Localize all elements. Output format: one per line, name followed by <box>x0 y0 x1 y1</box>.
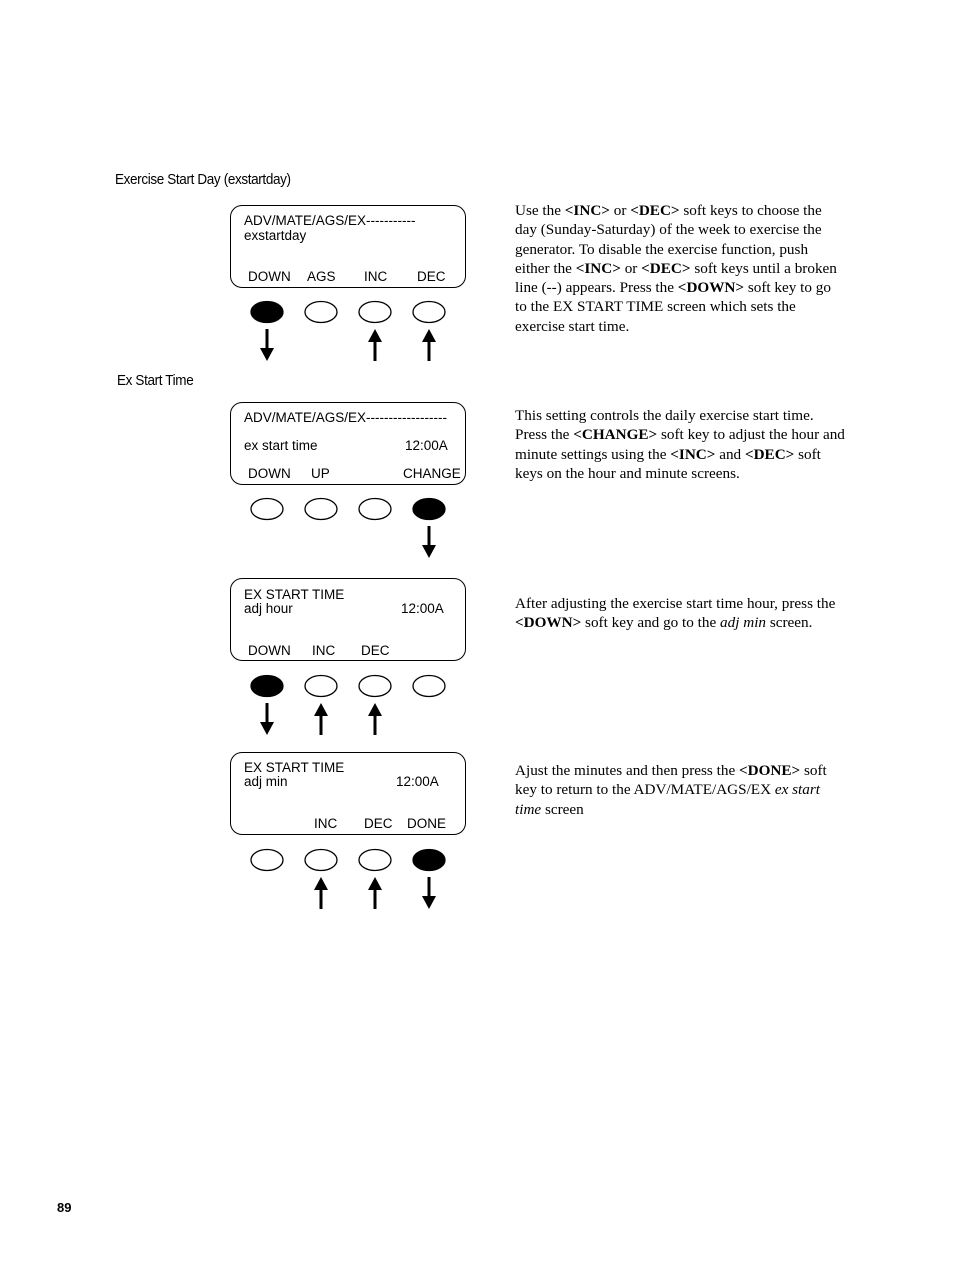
down-arrow-head <box>260 722 274 735</box>
lcd-value: 12:00A <box>405 438 448 453</box>
softkey-label-2: INC <box>314 816 338 831</box>
lcd-line-1: EX START TIME <box>244 760 345 775</box>
softkey-label-1: DOWN <box>248 466 291 481</box>
description-ex-start-time: This setting controls the daily exercise start time. Press the <CHANGE> soft key to adjust the hour and minute settings using the <INC> and <DEC> soft keys on the hour and minute screens. <box>515 407 845 482</box>
softkey-label-3: DEC <box>364 816 393 831</box>
lcd-line-1: ADV/MATE/AGS/EX------------------ <box>244 410 447 425</box>
softkey-button <box>251 850 283 871</box>
softkey-label-1: DOWN <box>248 643 291 658</box>
lcd-line-1: EX START TIME <box>244 587 345 602</box>
softkey-button <box>359 676 391 697</box>
softkey-button <box>359 302 391 323</box>
softkey-label-3: INC <box>364 269 388 284</box>
section-heading-exercise-start-day: Exercise Start Day (exstartday) <box>115 171 291 188</box>
softkey-label-4: DONE <box>407 816 447 831</box>
lcd-line-2: adj hour <box>244 601 293 616</box>
softkey-label-4: CHANGE <box>403 466 461 481</box>
softkey-button <box>251 499 283 520</box>
description-adj-hour: After adjusting the exercise start time hour, press the <DOWN> soft key and go to the adj min screen. <box>515 595 836 632</box>
softkey-button <box>359 499 391 520</box>
description-adj-min: Ajust the minutes and then press the <DONE> soft key to return to the ADV/MATE/AGS/EX ex start time screen <box>515 762 827 818</box>
softkey-label-4: DEC <box>417 269 446 284</box>
lcd-line-1: ADV/MATE/AGS/EX----------- <box>244 213 416 228</box>
softkey-button <box>305 676 337 697</box>
section-heading-ex-start-time: Ex Start Time <box>117 372 194 389</box>
description-exercise-start-day: Use the <INC> or <DEC> soft keys to choose the day (Sunday-Saturday) of the week to exercise the generator. To disable the exercise function, push either the <INC> or <DEC> soft keys until a broken line (--) appears. Press the <DOWN> soft key to go to the EX START TIME screen which sets the exercise start time. <box>515 202 837 335</box>
lcd-value: 12:00A <box>396 774 439 789</box>
lcd-value: 12:00A <box>401 601 444 616</box>
softkey-button <box>305 850 337 871</box>
softkey-button-pressed <box>251 676 283 697</box>
softkey-label-2: AGS <box>307 269 336 284</box>
down-arrow-head <box>260 348 274 361</box>
page-number: 89 <box>57 1200 72 1215</box>
softkey-button <box>305 499 337 520</box>
down-arrow-head <box>422 545 436 558</box>
softkey-label-1: DOWN <box>248 269 291 284</box>
softkey-button <box>413 302 445 323</box>
softkey-label-3: DEC <box>361 643 390 658</box>
softkey-button-pressed <box>413 850 445 871</box>
softkey-button-pressed <box>413 499 445 520</box>
lcd-line-2: ex start time <box>244 438 318 453</box>
lcd-line-2: adj min <box>244 774 288 789</box>
softkey-button-pressed <box>251 302 283 323</box>
softkey-button <box>359 850 391 871</box>
softkey-button <box>305 302 337 323</box>
softkey-label-2: UP <box>311 466 330 481</box>
down-arrow-head <box>422 896 436 909</box>
lcd-line-2: exstartday <box>244 228 307 243</box>
softkey-label-2: INC <box>312 643 336 658</box>
softkey-button <box>413 676 445 697</box>
